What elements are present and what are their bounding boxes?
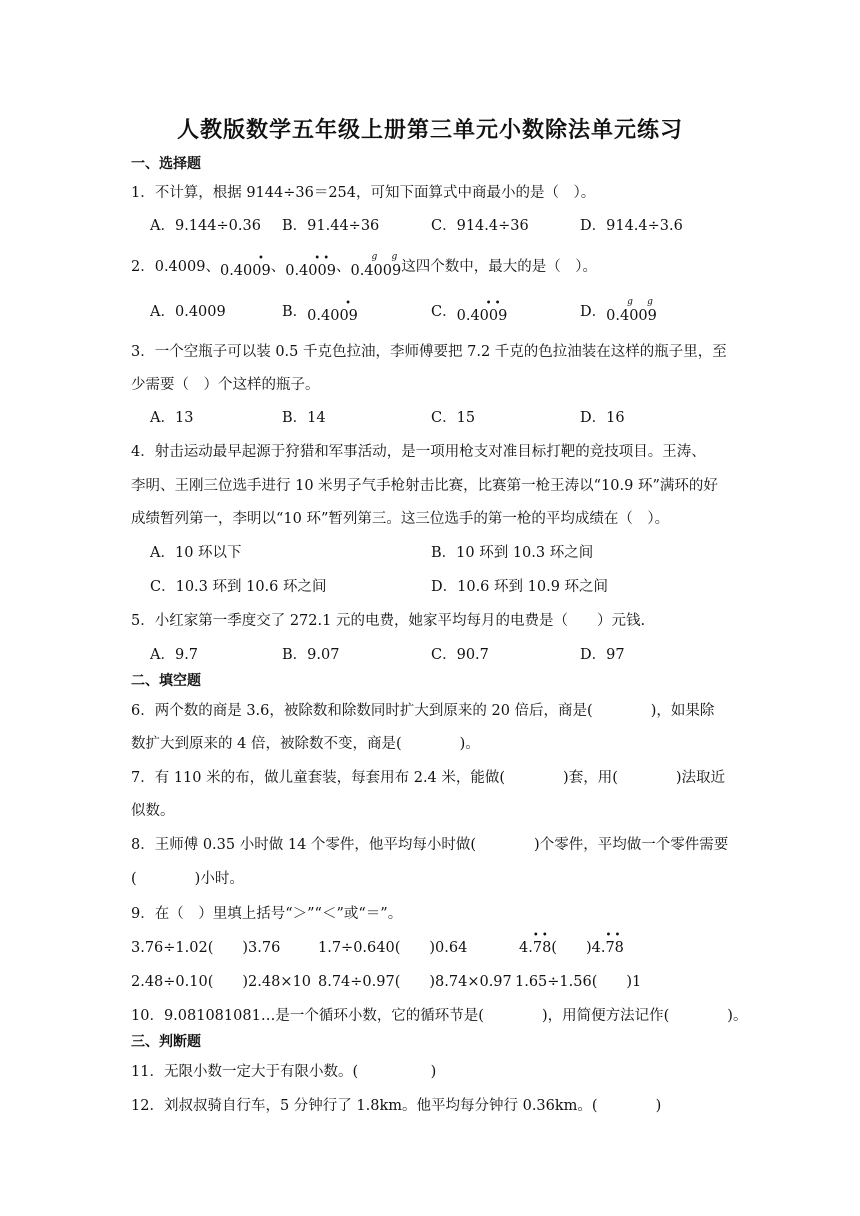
- q9-repeating-78b: [605, 930, 624, 956]
- q3-option-c: C．15: [431, 410, 476, 426]
- repeat-dot: •: [494, 298, 501, 309]
- question-4-line-1: 4．射击运动最早起源于狩猎和军事活动，是一项用枪支对准目标打靶的竞技项目。王涛、: [131, 444, 706, 460]
- question-7-line-1: 7．有 110 米的布，做儿童套装，每套用布 2.4 米，能做( )套，用( )法取近: [131, 770, 726, 786]
- repeat-dot: •: [532, 930, 539, 941]
- q2-option-b-label: B．: [282, 304, 308, 320]
- repeat-dot: •: [485, 298, 492, 309]
- q4-option-c: C．10.3 环到 10.6 环之间: [150, 579, 327, 595]
- q9-r1c3-a: 4.: [519, 940, 533, 956]
- question-8-line-1: 8．王师傅 0.35 小时做 14 个零件，他平均每小时做( )个零件，平均做一个零件需要: [131, 837, 729, 853]
- q2-option-c-label: C．: [431, 304, 457, 320]
- question-4-line-3: 成绩暂列第一，李明以“10 环”暂列第三。这三位选手的第一枪的平均成绩在（ ）。: [131, 511, 670, 527]
- q4-option-b: B．10 环到 10.3 环之间: [431, 545, 594, 561]
- q9-r1c3-d: 78: [605, 940, 624, 956]
- q2-option-d-value: 0.4009: [606, 308, 657, 324]
- question-3-line-1: 3．一个空瓶子可以装 0.5 千克色拉油，李师傅要把 7.2 千克的色拉油装在这样的瓶子里，至: [131, 344, 727, 360]
- q2-number-1: [219, 253, 271, 279]
- q2-option-c-value: 0.4009: [456, 308, 508, 324]
- q2-option-c: [431, 298, 508, 324]
- q2-option-a-value: 0.4009: [174, 304, 226, 320]
- q2-number-1-value: 0.4009: [219, 263, 271, 279]
- question-1-text: 1．不计算，根据 9144÷36＝254，可知下面算式中商最小的是（ ）。: [131, 185, 596, 201]
- q9-row1-item3: [519, 930, 624, 957]
- repeat-dot: •: [541, 930, 548, 941]
- q2-option-b-number: [307, 298, 358, 324]
- q2-option-a: [150, 300, 226, 321]
- q1-option-c: C．914.4÷36: [431, 218, 529, 234]
- question-9-text: 9．在（ ）里填上括号“＞”“＜”或“＝”。: [131, 906, 403, 922]
- q9-row1-item2: 1.7÷0.640( )0.64: [318, 940, 468, 956]
- repeat-mark: g: [371, 252, 378, 262]
- q9-row2-item1: 2.48÷0.10( )2.48×10: [131, 974, 311, 990]
- q2-option-d-number: [606, 297, 657, 324]
- q4-option-a: A．10 环以下: [150, 545, 242, 561]
- question-10-text: 10．9.081081081…是一个循环小数，它的循环节是( )，用简便方法记作( )。: [131, 1008, 748, 1024]
- section-heading-judge: 三、判断题: [131, 1034, 201, 1050]
- question-8-line-2: ( )小时。: [131, 871, 244, 887]
- question-6-line-1: 6．两个数的商是 3.6，被除数和除数同时扩大到原来的 20 倍后，商是( )，如果除: [131, 703, 715, 719]
- q3-option-b: B．14: [282, 410, 326, 426]
- q2-suffix: 这四个数中，最大的是（ ）。: [401, 259, 597, 275]
- q1-option-a: A．9.144÷0.36: [150, 218, 261, 234]
- q2-option-a-label: A．: [150, 304, 175, 320]
- q2-number-3: [350, 252, 402, 279]
- page-title: 人教版数学五年级上册第三单元小数除法单元练习: [176, 117, 683, 143]
- q2-option-d-label: D．: [580, 304, 607, 320]
- q5-option-a: A．9.7: [150, 647, 199, 663]
- q3-option-d: D．16: [580, 410, 625, 426]
- q2-number-2: [285, 253, 336, 279]
- repeat-dot: •: [314, 253, 321, 264]
- q1-option-d: D．914.4÷3.6: [580, 218, 683, 234]
- question-7-line-2: 似数。: [131, 803, 175, 819]
- section-heading-fill: 二、填空题: [131, 673, 201, 689]
- q2-option-b-value: 0.4009: [307, 308, 358, 324]
- q2-sep: 、: [335, 259, 351, 275]
- repeat-mark: g: [647, 297, 653, 307]
- q2-option-c-number: [456, 298, 508, 324]
- q9-r1c3-b: 78: [532, 940, 552, 956]
- repeat-dot: •: [614, 930, 621, 941]
- question-4-line-2: 李明、王刚三位选手进行 10 米男子气手枪射击比赛，比赛第一枪王涛以“10.9 环”满环的好: [131, 478, 718, 494]
- q9-row2-item3: 1.65÷1.56( )1: [515, 974, 642, 990]
- question-11-text: 11．无限小数一定大于有限小数。( ): [131, 1064, 437, 1080]
- q9-row2-item2: 8.74÷0.97( )8.74×0.97: [318, 974, 512, 990]
- question-2-text: [131, 252, 597, 279]
- q2-option-b: [282, 298, 358, 324]
- repeat-dot: •: [323, 253, 330, 264]
- q9-r1c3-c: ( )4.: [551, 940, 606, 956]
- question-3-line-2: 少需要（ ）个这样的瓶子。: [131, 377, 320, 393]
- repeat-dot: •: [605, 930, 612, 941]
- repeat-mark: g: [391, 252, 398, 262]
- question-6-line-2: 数扩大到原来的 4 倍，被除数不变，商是( )。: [131, 736, 480, 752]
- q5-option-c: C．90.7: [431, 647, 489, 663]
- repeat-dot: •: [257, 253, 264, 264]
- repeat-dot: •: [345, 298, 352, 309]
- q3-option-a: A．13: [150, 410, 194, 426]
- q5-option-d: D．97: [580, 647, 625, 663]
- q1-option-b: B．91.44÷36: [282, 218, 380, 234]
- q4-option-d: D．10.6 环到 10.9 环之间: [431, 579, 609, 595]
- q9-repeating-78: [532, 930, 552, 956]
- repeat-mark: g: [627, 297, 633, 307]
- q2-number-3-value: 0.4009: [350, 263, 402, 279]
- section-heading-choice: 一、选择题: [131, 156, 201, 172]
- q2-number-2-value: 0.4009: [285, 263, 336, 279]
- q9-row1-item1: 3.76÷1.02( )3.76: [131, 940, 281, 956]
- q2-option-d: [580, 297, 657, 324]
- q2-sep: 、: [270, 259, 286, 275]
- q5-option-b: B．9.07: [282, 647, 340, 663]
- question-5-text: 5．小红家第一季度交了 272.1 元的电费，她家平均每月的电费是（ ）元钱.: [131, 613, 646, 629]
- question-12-text: 12．刘叔叔骑自行车，5 分钟行了 1.8km。他平均每分钟行 0.36km。( ): [131, 1098, 662, 1114]
- q2-prefix: 2．0.4009、: [131, 259, 220, 275]
